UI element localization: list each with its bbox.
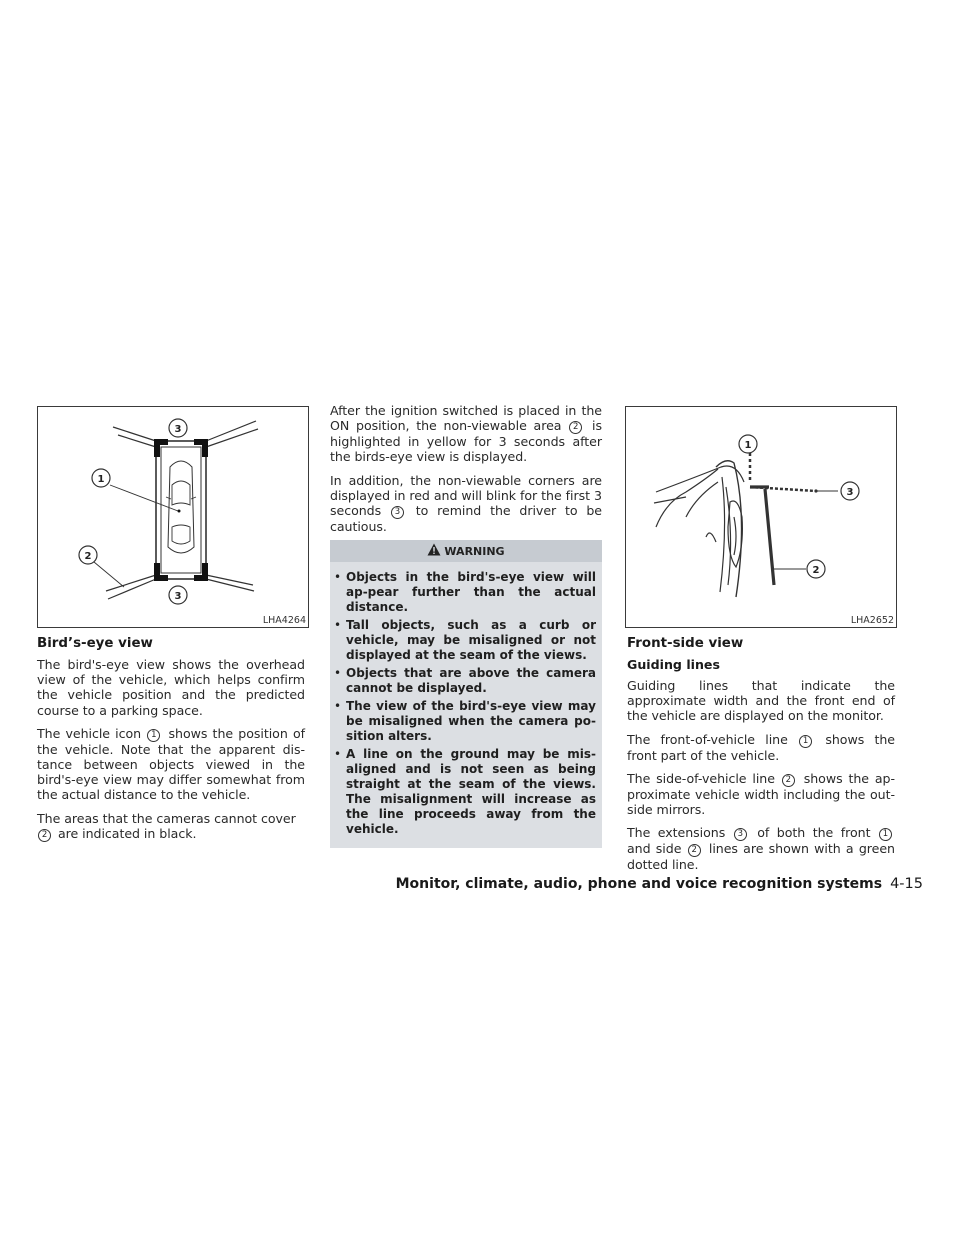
birds-eye-illustration <box>38 407 308 627</box>
text: and side <box>627 841 682 857</box>
paragraph: The bird's-eye view shows the overhead view of the vehicle, which helps confirm the vehicle position and the predicted course to a parking space. <box>37 657 305 718</box>
text: shows the front part of the vehicle. <box>627 731 895 763</box>
text: to remind the driver to be cautious. <box>330 503 602 535</box>
callout-3: 3 <box>846 487 854 498</box>
chapter-title: Monitor, climate, audio, phone and voice recognition systems <box>395 876 883 892</box>
text: shows the position of the vehicle. Note that the apparent dis-tance between objects viewed in the bird's-eye view may differ somewhat from the actual distance to the vehicle. <box>37 725 305 803</box>
warning-item: • Objects in the bird's-eye view will ap-pear further than the actual distance. <box>334 570 596 614</box>
callout-1: 1 <box>97 474 105 485</box>
page-number: 4-15 <box>890 876 923 892</box>
text: is highlighted in yellow for 3 seconds after the birds-eye view is displayed. <box>330 418 602 465</box>
callout-2: 2 <box>812 565 820 576</box>
text: of both the front <box>757 825 871 841</box>
callout-3-bottom: 3 <box>174 591 182 602</box>
callout-3-top: 3 <box>174 424 182 435</box>
callout-1: 1 <box>744 440 752 451</box>
birds-eye-figure <box>37 406 309 628</box>
callout-3-marker: 3 <box>391 506 404 519</box>
callout-3-marker: 3 <box>734 828 747 841</box>
warning-triangle-icon <box>427 543 441 559</box>
front-side-figure <box>625 406 897 628</box>
front-side-illustration <box>626 407 896 627</box>
warning-item: • Tall objects, such as a curb or vehicle, may be misaligned or not displayed at the seam of the views. <box>334 618 596 662</box>
page-footer <box>396 876 923 892</box>
warning-item: • A line on the ground may be mis-aligned and is not seen as being straight at the seam of the views. The misalignment will increase as the line proceeds away from the vehicle. <box>334 747 596 836</box>
paragraph <box>37 811 305 842</box>
column-3 <box>627 636 895 880</box>
callout-2-marker: 2 <box>569 421 582 434</box>
column-1 <box>37 636 305 850</box>
warning-item: • Objects that are above the camera cannot be displayed. <box>334 666 596 695</box>
section-heading: Bird’s-eye view <box>37 636 153 651</box>
text: The side-of-vehicle line <box>627 770 775 786</box>
callout-2: 2 <box>84 551 92 562</box>
callout-1-marker: 1 <box>147 729 160 742</box>
callout-1-marker: 1 <box>799 735 812 748</box>
text: lines are shown with a green dotted line. <box>627 841 895 873</box>
text: shows the ap-proximate vehicle width including the out-side mirrors. <box>627 770 895 818</box>
text: The front-of-vehicle line <box>627 731 788 747</box>
callout-2-marker: 2 <box>38 829 51 842</box>
paragraph: Guiding lines that indicate the approximate width and the front end of the vehicle are displayed on the monitor. <box>627 678 895 724</box>
paragraph <box>37 726 305 803</box>
text: After the ignition switched is placed in the ON position, the non-viewable area <box>330 403 602 434</box>
text: are indicated in black. <box>57 825 197 841</box>
column-2 <box>330 403 602 542</box>
figure-code: LHA4264 <box>262 615 306 626</box>
figure-code: LHA2652 <box>850 615 894 626</box>
subheading: Guiding lines <box>627 657 720 672</box>
text: The vehicle icon <box>37 725 142 741</box>
text: The extensions <box>627 825 726 841</box>
text: The areas that the cameras cannot cover <box>37 810 296 826</box>
paragraph <box>330 403 602 465</box>
paragraph <box>627 732 895 763</box>
callout-1-marker: 1 <box>879 828 892 841</box>
warning-item: • The view of the bird's-eye view may be misaligned when the camera po-sition alters. <box>334 699 596 743</box>
paragraph <box>330 473 602 535</box>
warning-title: WARNING <box>444 544 505 558</box>
callout-2-marker: 2 <box>688 844 701 857</box>
text: In addition, the non-viewable corners are displayed in red and will blink for the first 3 seconds <box>330 472 602 519</box>
paragraph <box>627 771 895 817</box>
callout-2-marker: 2 <box>782 774 795 787</box>
warning-header <box>330 540 602 562</box>
section-heading: Front-side view <box>627 636 744 651</box>
paragraph <box>627 825 895 872</box>
warning-box <box>330 540 602 848</box>
